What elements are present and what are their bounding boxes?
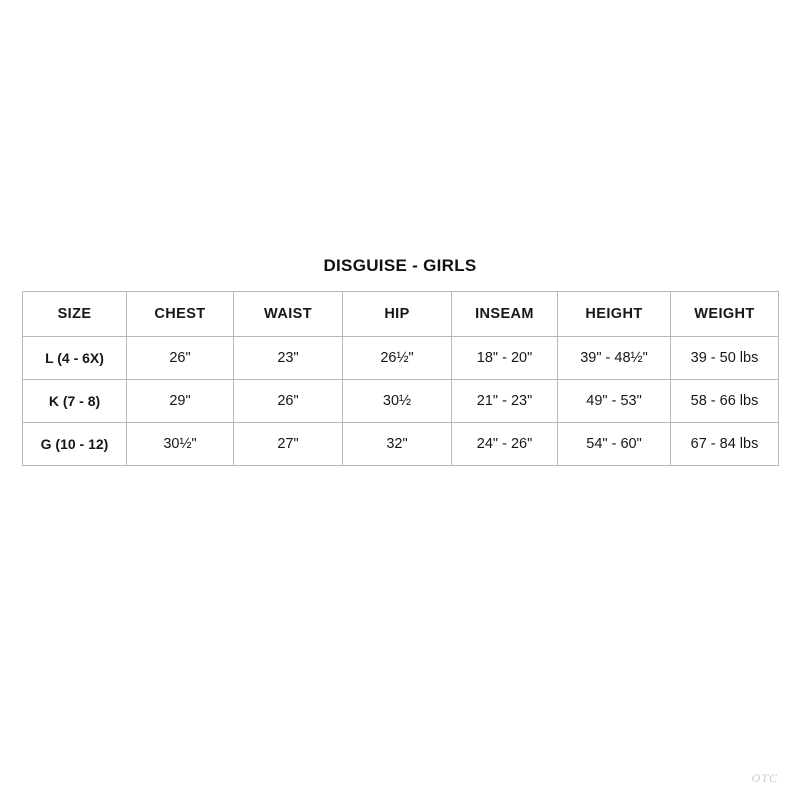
cell-chest: 29" [127,380,234,423]
cell-size: K (7 - 8) [23,380,127,423]
cell-weight: 67 - 84 lbs [671,423,779,466]
cell-inseam: 21" - 23" [452,380,558,423]
cell-height: 49" - 53" [558,380,671,423]
cell-hip: 26½" [343,337,452,380]
cell-chest: 26" [127,337,234,380]
cell-height: 39" - 48½" [558,337,671,380]
column-header-weight: WEIGHT [671,292,779,337]
column-header-waist: WAIST [234,292,343,337]
size-chart-table [22,291,779,466]
table-header-row [23,292,779,337]
cell-waist: 27" [234,423,343,466]
column-header-hip: HIP [343,292,452,337]
cell-waist: 23" [234,337,343,380]
cell-inseam: 24" - 26" [452,423,558,466]
cell-hip: 30½ [343,380,452,423]
cell-size: G (10 - 12) [23,423,127,466]
cell-chest: 30½" [127,423,234,466]
table-row [23,337,779,380]
cell-weight: 58 - 66 lbs [671,380,779,423]
cell-size: L (4 - 6X) [23,337,127,380]
table-row [23,380,779,423]
column-header-chest: CHEST [127,292,234,337]
table-row [23,423,779,466]
page-title: DISGUISE - GIRLS [323,256,477,275]
cell-waist: 26" [234,380,343,423]
column-header-inseam: INSEAM [452,292,558,337]
watermark-logo: OTC [751,771,778,785]
column-header-height: HEIGHT [558,292,671,337]
cell-weight: 39 - 50 lbs [671,337,779,380]
cell-hip: 32" [343,423,452,466]
cell-height: 54" - 60" [558,423,671,466]
cell-inseam: 18" - 20" [452,337,558,380]
column-header-size: SIZE [23,292,127,337]
